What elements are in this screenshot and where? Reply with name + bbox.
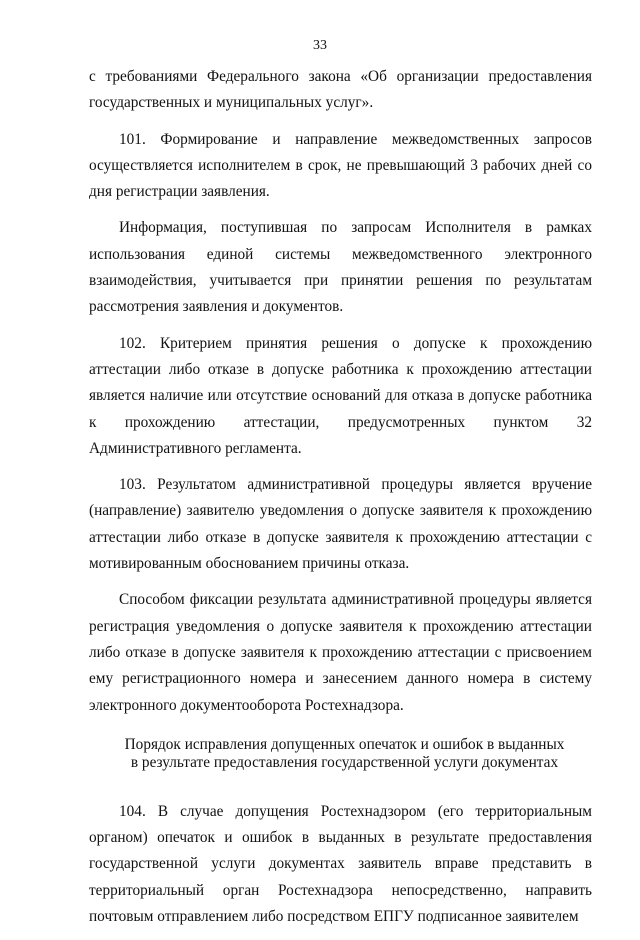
paragraph-103: 103. Результатом административной процедуры является вручение (направление) заявителю уведомления о допуске заявителя к прохождению аттестации либо отказе в допуске заявителя к прохождению аттестации с мотивированным обоснованием причины отказа. (89, 476, 592, 573)
document-body (89, 64, 592, 940)
section-heading-line-2: в результате предоставления государственной услуги документах (130, 754, 559, 772)
paragraph-101-info: Информация, поступившая по запросам Исполнителя в рамках использования единой системы межведомственного электронного взаимодействия, учитывается при принятии решения по результатам рассмотрения заявления и документов. (89, 219, 592, 316)
paragraph-continued: с требованиями Федерального закона «Об организации предоставления государственных и муниципальных услуг». (89, 68, 592, 112)
section-heading (89, 736, 592, 773)
paragraph-104: 104. В случае допущения Ростехнадзором (его территориальным органом) опечаток и ошибок в выданных в результате предоставления государственной услуги документах заявитель вправе представить в территориальный орган Ростехнадзора непосредственно, направить почтовым отправлением либо посредством ЕПГУ подписанное заявителем (89, 802, 592, 926)
paragraph-102: 102. Критерием принятия решения о допуске к прохождению аттестации либо отказе в допуске работника к прохождению аттестации является наличие или отсутствие оснований для отказа в допуске работника к прохождению аттестации, предусмотренных пунктом 32 Административного регламента. (89, 334, 592, 457)
paragraph-103-method: Способом фиксации результата административной процедуры является регистрация уведомления о допуске заявителя к прохождению аттестации либо отказе в допуске заявителя к прохождению аттестации с присвоением ему регистрационного номера и занесением данного номера в систему электронного документооборота Ростехнадзора. (89, 591, 592, 714)
paragraph-101: 101. Формирование и направление межведомственных запросов осуществляется исполнителем в срок, не превышающий 3 рабочих дней со дня регистрации заявления. (89, 130, 592, 201)
page-number: 33 (313, 38, 327, 53)
section-heading-line-1: Порядок исправления допущенных опечаток и ошибок в выданных (124, 735, 565, 753)
